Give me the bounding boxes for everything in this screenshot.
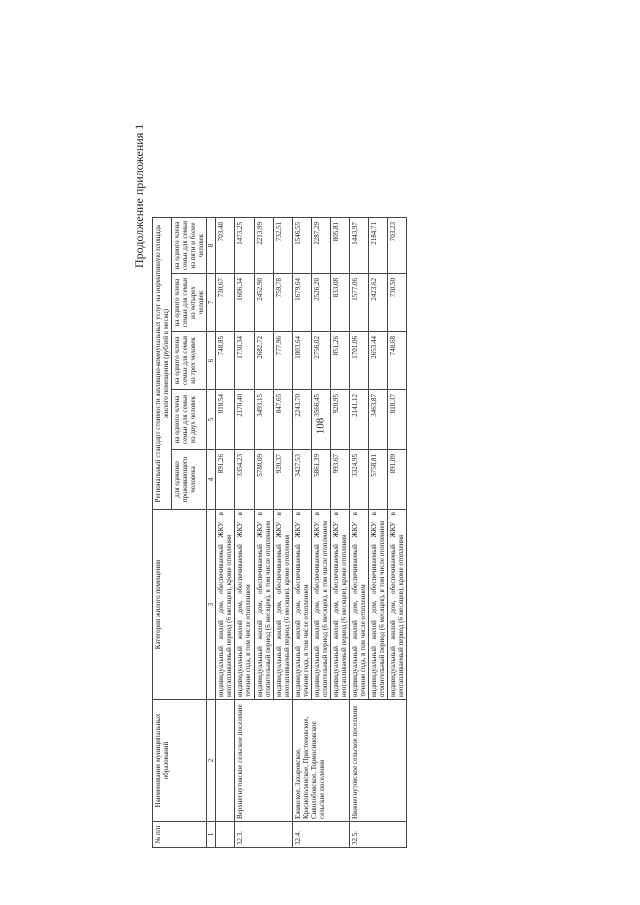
index-cell: 2 bbox=[207, 700, 216, 822]
value-cell: 818,54 bbox=[216, 390, 235, 450]
index-cell: 6 bbox=[207, 332, 216, 390]
value-cell: 847,65 bbox=[273, 390, 292, 450]
value-cell: 2526,20 bbox=[311, 274, 330, 332]
value-cell: 2682,72 bbox=[254, 332, 273, 390]
row-category: индивидуальный жилой дом, обеспечиваемый ЖКУ в отопительный период (6 месяцев), в том числе отоплением bbox=[254, 510, 273, 700]
value-cell: 1803,64 bbox=[292, 332, 311, 390]
value-cell: 5861,39 bbox=[311, 450, 330, 510]
row-category: индивидуальный жилой дом, обеспечиваемый ЖКУ в течение года, в том числе отоплением bbox=[235, 510, 254, 700]
index-cell: 8 bbox=[207, 218, 216, 274]
value-cell: 759,78 bbox=[273, 274, 292, 332]
row-name: Ежинское, Захаровское, Краснополянское, Пристеновское, Сиволобовское, Тормосиновское сельские поселения bbox=[292, 700, 349, 822]
value-cell: 1679,64 bbox=[292, 274, 311, 332]
value-cell: 5788,09 bbox=[254, 450, 273, 510]
row-category: индивидуальный жилой дом, обеспечиваемый ЖКУ в неотапливаемый период (6 месяцев), кроме отопления bbox=[273, 510, 292, 700]
value-cell: 851,26 bbox=[330, 332, 349, 390]
value-cell: 1606,34 bbox=[235, 274, 254, 332]
value-cell: 2184,71 bbox=[369, 218, 388, 274]
value-cell: 920,95 bbox=[330, 390, 349, 450]
header-sub-1: для одиноко проживающего человека bbox=[172, 450, 207, 510]
header-group: Региональный стандарт стоимости жилищно-коммунальных услуг на нормативную площадь жилого помещения (рублей в месяц) bbox=[153, 218, 172, 510]
value-cell: 1443,97 bbox=[349, 218, 368, 274]
index-cell: 7 bbox=[207, 274, 216, 332]
row-no: 32.4. bbox=[292, 822, 349, 848]
value-cell: 1546,55 bbox=[292, 218, 311, 274]
value-cell: 730,50 bbox=[388, 274, 407, 332]
value-cell: 730,67 bbox=[216, 274, 235, 332]
value-cell: 1473,25 bbox=[235, 218, 254, 274]
header-sub-3: на одного члена семьи для семьи из трех человек bbox=[172, 332, 207, 390]
value-cell: 2170,40 bbox=[235, 390, 254, 450]
header-sub-4: на одного члена семьи для семьи из четырех человек bbox=[172, 274, 207, 332]
value-cell: 2756,02 bbox=[311, 332, 330, 390]
value-cell: 891,26 bbox=[216, 450, 235, 510]
rotated-sheet bbox=[134, 48, 640, 848]
value-cell: 732,51 bbox=[273, 218, 292, 274]
row-category: индивидуальный жилой дом, обеспечиваемый ЖКУ в неотапливаемый период (6 месяцев), кроме отопления bbox=[330, 510, 349, 700]
value-cell: 3566,45 bbox=[311, 390, 330, 450]
value-cell: 2213,99 bbox=[254, 218, 273, 274]
row-category: индивидуальный жилой дом, обеспечиваемый ЖКУ в неотапливаемый период (6 месяцев), кроме отопления bbox=[388, 510, 407, 700]
row-no bbox=[216, 822, 235, 848]
row-category: индивидуальный жилой дом, обеспечиваемый ЖКУ в течение года, в том числе отоплением bbox=[349, 510, 368, 700]
header-category: Категория жилого помещения bbox=[153, 510, 207, 700]
row-name: Верхнегнутовское сельское поселение bbox=[235, 700, 292, 822]
value-cell: 1730,34 bbox=[235, 332, 254, 390]
value-cell: 2452,90 bbox=[254, 274, 273, 332]
row-category: индивидуальный жилой дом, обеспечиваемый ЖКУ в течение года, в том числе отоплением bbox=[292, 510, 311, 700]
value-cell: 3493,15 bbox=[254, 390, 273, 450]
table-row bbox=[349, 218, 368, 848]
value-cell: 748,85 bbox=[216, 332, 235, 390]
value-cell: 993,67 bbox=[330, 450, 349, 510]
value-cell: 1701,06 bbox=[349, 332, 368, 390]
value-cell: 2287,29 bbox=[311, 218, 330, 274]
value-cell: 920,37 bbox=[273, 450, 292, 510]
tariff-table bbox=[152, 217, 407, 848]
row-name: Нижнегнутовское сельское поселение bbox=[349, 700, 406, 822]
row-category: индивидуальный жилой дом, обеспечиваемый ЖКУ в отопительный период (6 месяцев), в том числе отоплением bbox=[311, 510, 330, 700]
row-name bbox=[216, 700, 235, 822]
value-cell: 2243,70 bbox=[292, 390, 311, 450]
table-row bbox=[235, 218, 254, 848]
index-cell: 3 bbox=[207, 510, 216, 700]
appendix-caption: Продолжение приложения 1 bbox=[132, 123, 146, 268]
index-cell: 4 bbox=[207, 450, 216, 510]
index-row bbox=[207, 218, 216, 848]
value-cell: 2423,62 bbox=[369, 274, 388, 332]
row-no: 32.5. bbox=[349, 822, 406, 848]
header-sub-5: на одного члена семьи для семьи из пяти и более человек bbox=[172, 218, 207, 274]
value-cell: 1577,06 bbox=[349, 274, 368, 332]
value-cell: 2653,44 bbox=[369, 332, 388, 390]
table-row bbox=[292, 218, 311, 848]
row-category: индивидуальный жилой дом, обеспечиваемый ЖКУ в отопительный период (6 месяцев), в том числе отоплением bbox=[369, 510, 388, 700]
value-cell: 748,68 bbox=[388, 332, 407, 390]
header-sub-2: на одного члена семьи для семьи из двух человек bbox=[172, 390, 207, 450]
value-cell: 833,08 bbox=[330, 274, 349, 332]
header-no: № п/п bbox=[153, 822, 207, 848]
value-cell: 818,37 bbox=[388, 390, 407, 450]
value-cell: 777,96 bbox=[273, 332, 292, 390]
value-cell: 2141,12 bbox=[349, 390, 368, 450]
value-cell: 703,40 bbox=[216, 218, 235, 274]
value-cell: 891,09 bbox=[388, 450, 407, 510]
table-row bbox=[216, 218, 235, 848]
value-cell: 703,23 bbox=[388, 218, 407, 274]
value-cell: 3427,53 bbox=[292, 450, 311, 510]
value-cell: 5758,81 bbox=[369, 450, 388, 510]
index-cell: 1 bbox=[207, 822, 216, 848]
page-number: 108 bbox=[314, 417, 327, 435]
header-name: Наименование муниципальных образований bbox=[153, 700, 207, 822]
value-cell: 3324,95 bbox=[349, 450, 368, 510]
value-cell: 805,81 bbox=[330, 218, 349, 274]
row-category: индивидуальный жилой дом, обеспечиваемый ЖКУ в неотапливаемый период (6 месяцев), кроме отопления bbox=[216, 510, 235, 700]
value-cell: 3354,23 bbox=[235, 450, 254, 510]
index-cell: 5 bbox=[207, 390, 216, 450]
row-no: 32.3. bbox=[235, 822, 292, 848]
value-cell: 3463,87 bbox=[369, 390, 388, 450]
